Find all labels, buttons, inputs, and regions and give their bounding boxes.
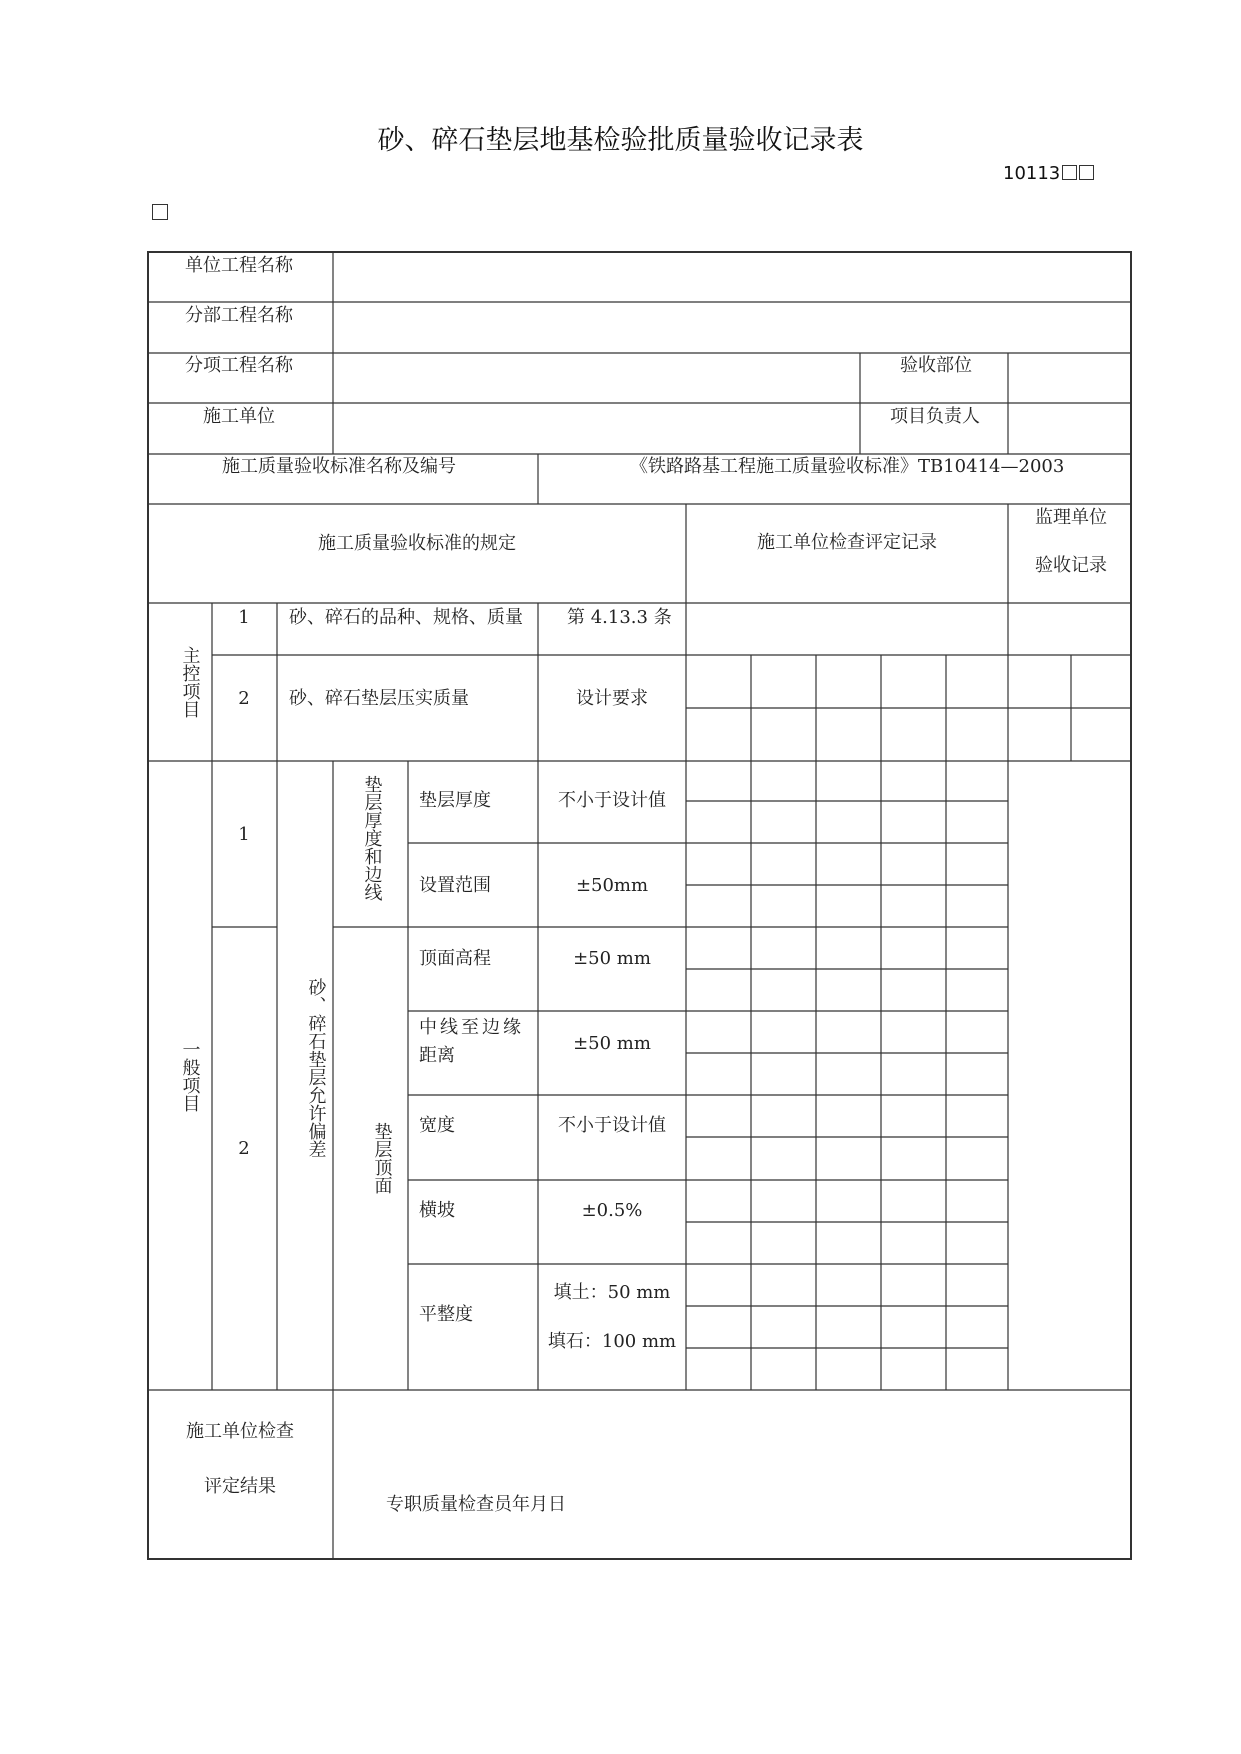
form-code-number: 10113: [1003, 163, 1061, 184]
sub-group-1-no: 1: [238, 824, 250, 845]
item-slope-name: 横坡: [419, 1200, 455, 1221]
item-range-name: 设置范围: [419, 875, 491, 896]
sub-group-2-label: 垫层顶面: [371, 1122, 393, 1194]
main-item-1-no: 1: [238, 607, 250, 628]
supervision-record-header-1: 监理单位: [1035, 507, 1107, 528]
main-item-1-requirement: 第 4.13.3 条: [567, 607, 672, 628]
construction-unit-label: 施工单位: [203, 406, 275, 427]
standard-provision-header: 施工质量验收标准的规定: [318, 533, 516, 554]
item-flatness-tolerance-2: 填石：100 mm: [547, 1331, 677, 1352]
sub-project-label: 分部工程名称: [185, 305, 293, 326]
item-width-tolerance: 不小于设计值: [558, 1115, 666, 1136]
main-item-2-name: 砂、碎石垫层压实质量: [289, 688, 469, 709]
item-thickness-name: 垫层厚度: [419, 790, 491, 811]
item-centerline-tolerance: ±50 mm: [573, 1033, 651, 1054]
acceptance-part-label: 验收部位: [900, 355, 972, 376]
main-item-2-no: 2: [238, 688, 250, 709]
result-label-2: 评定结果: [204, 1476, 276, 1497]
main-item-1-name: 砂、碎石的品种、规格、质量: [289, 607, 523, 628]
general-group-label: 砂、碎石垫层允许偏差: [305, 978, 327, 1158]
standard-name-value: 《铁路路基工程施工质量验收标准》TB10414—2003: [630, 456, 1065, 477]
supervision-record-header-2: 验收记录: [1035, 555, 1107, 576]
item-width-name: 宽度: [419, 1115, 455, 1136]
item-centerline-name-2: 距离: [419, 1045, 455, 1066]
item-centerline-name-1: 中线至边缘: [419, 1017, 524, 1038]
item-slope-tolerance: ±0.5%: [581, 1200, 643, 1221]
general-label: 一般项目: [179, 1040, 201, 1112]
result-label-1: 施工单位检查: [186, 1421, 294, 1442]
sub-group-2-no: 2: [238, 1138, 250, 1159]
main-item-2-requirement: 设计要求: [576, 688, 648, 709]
sub-group-1-label: 垫层厚度和边线: [361, 775, 383, 901]
main-control-label: 主控项目: [179, 646, 201, 718]
form-title: 砂、碎石垫层地基检验批质量验收记录表: [377, 125, 864, 156]
construction-record-header: 施工单位检查评定记录: [757, 532, 937, 553]
project-manager-label: 项目负责人: [890, 406, 980, 427]
item-project-label: 分项工程名称: [185, 355, 293, 376]
inspector-line: 专职质量检查员年月日: [386, 1494, 566, 1515]
item-thickness-tolerance: 不小于设计值: [558, 790, 666, 811]
table-border: [148, 252, 1131, 1559]
item-flatness-name: 平整度: [419, 1304, 473, 1325]
standard-name-label: 施工质量验收标准名称及编号: [222, 456, 456, 477]
item-elevation-name: 顶面高程: [419, 948, 491, 969]
unit-project-label: 单位工程名称: [185, 255, 293, 276]
item-elevation-tolerance: ±50 mm: [573, 948, 651, 969]
item-flatness-tolerance-1: 填土：50 mm: [553, 1282, 671, 1303]
item-range-tolerance: ±50mm: [575, 875, 649, 896]
